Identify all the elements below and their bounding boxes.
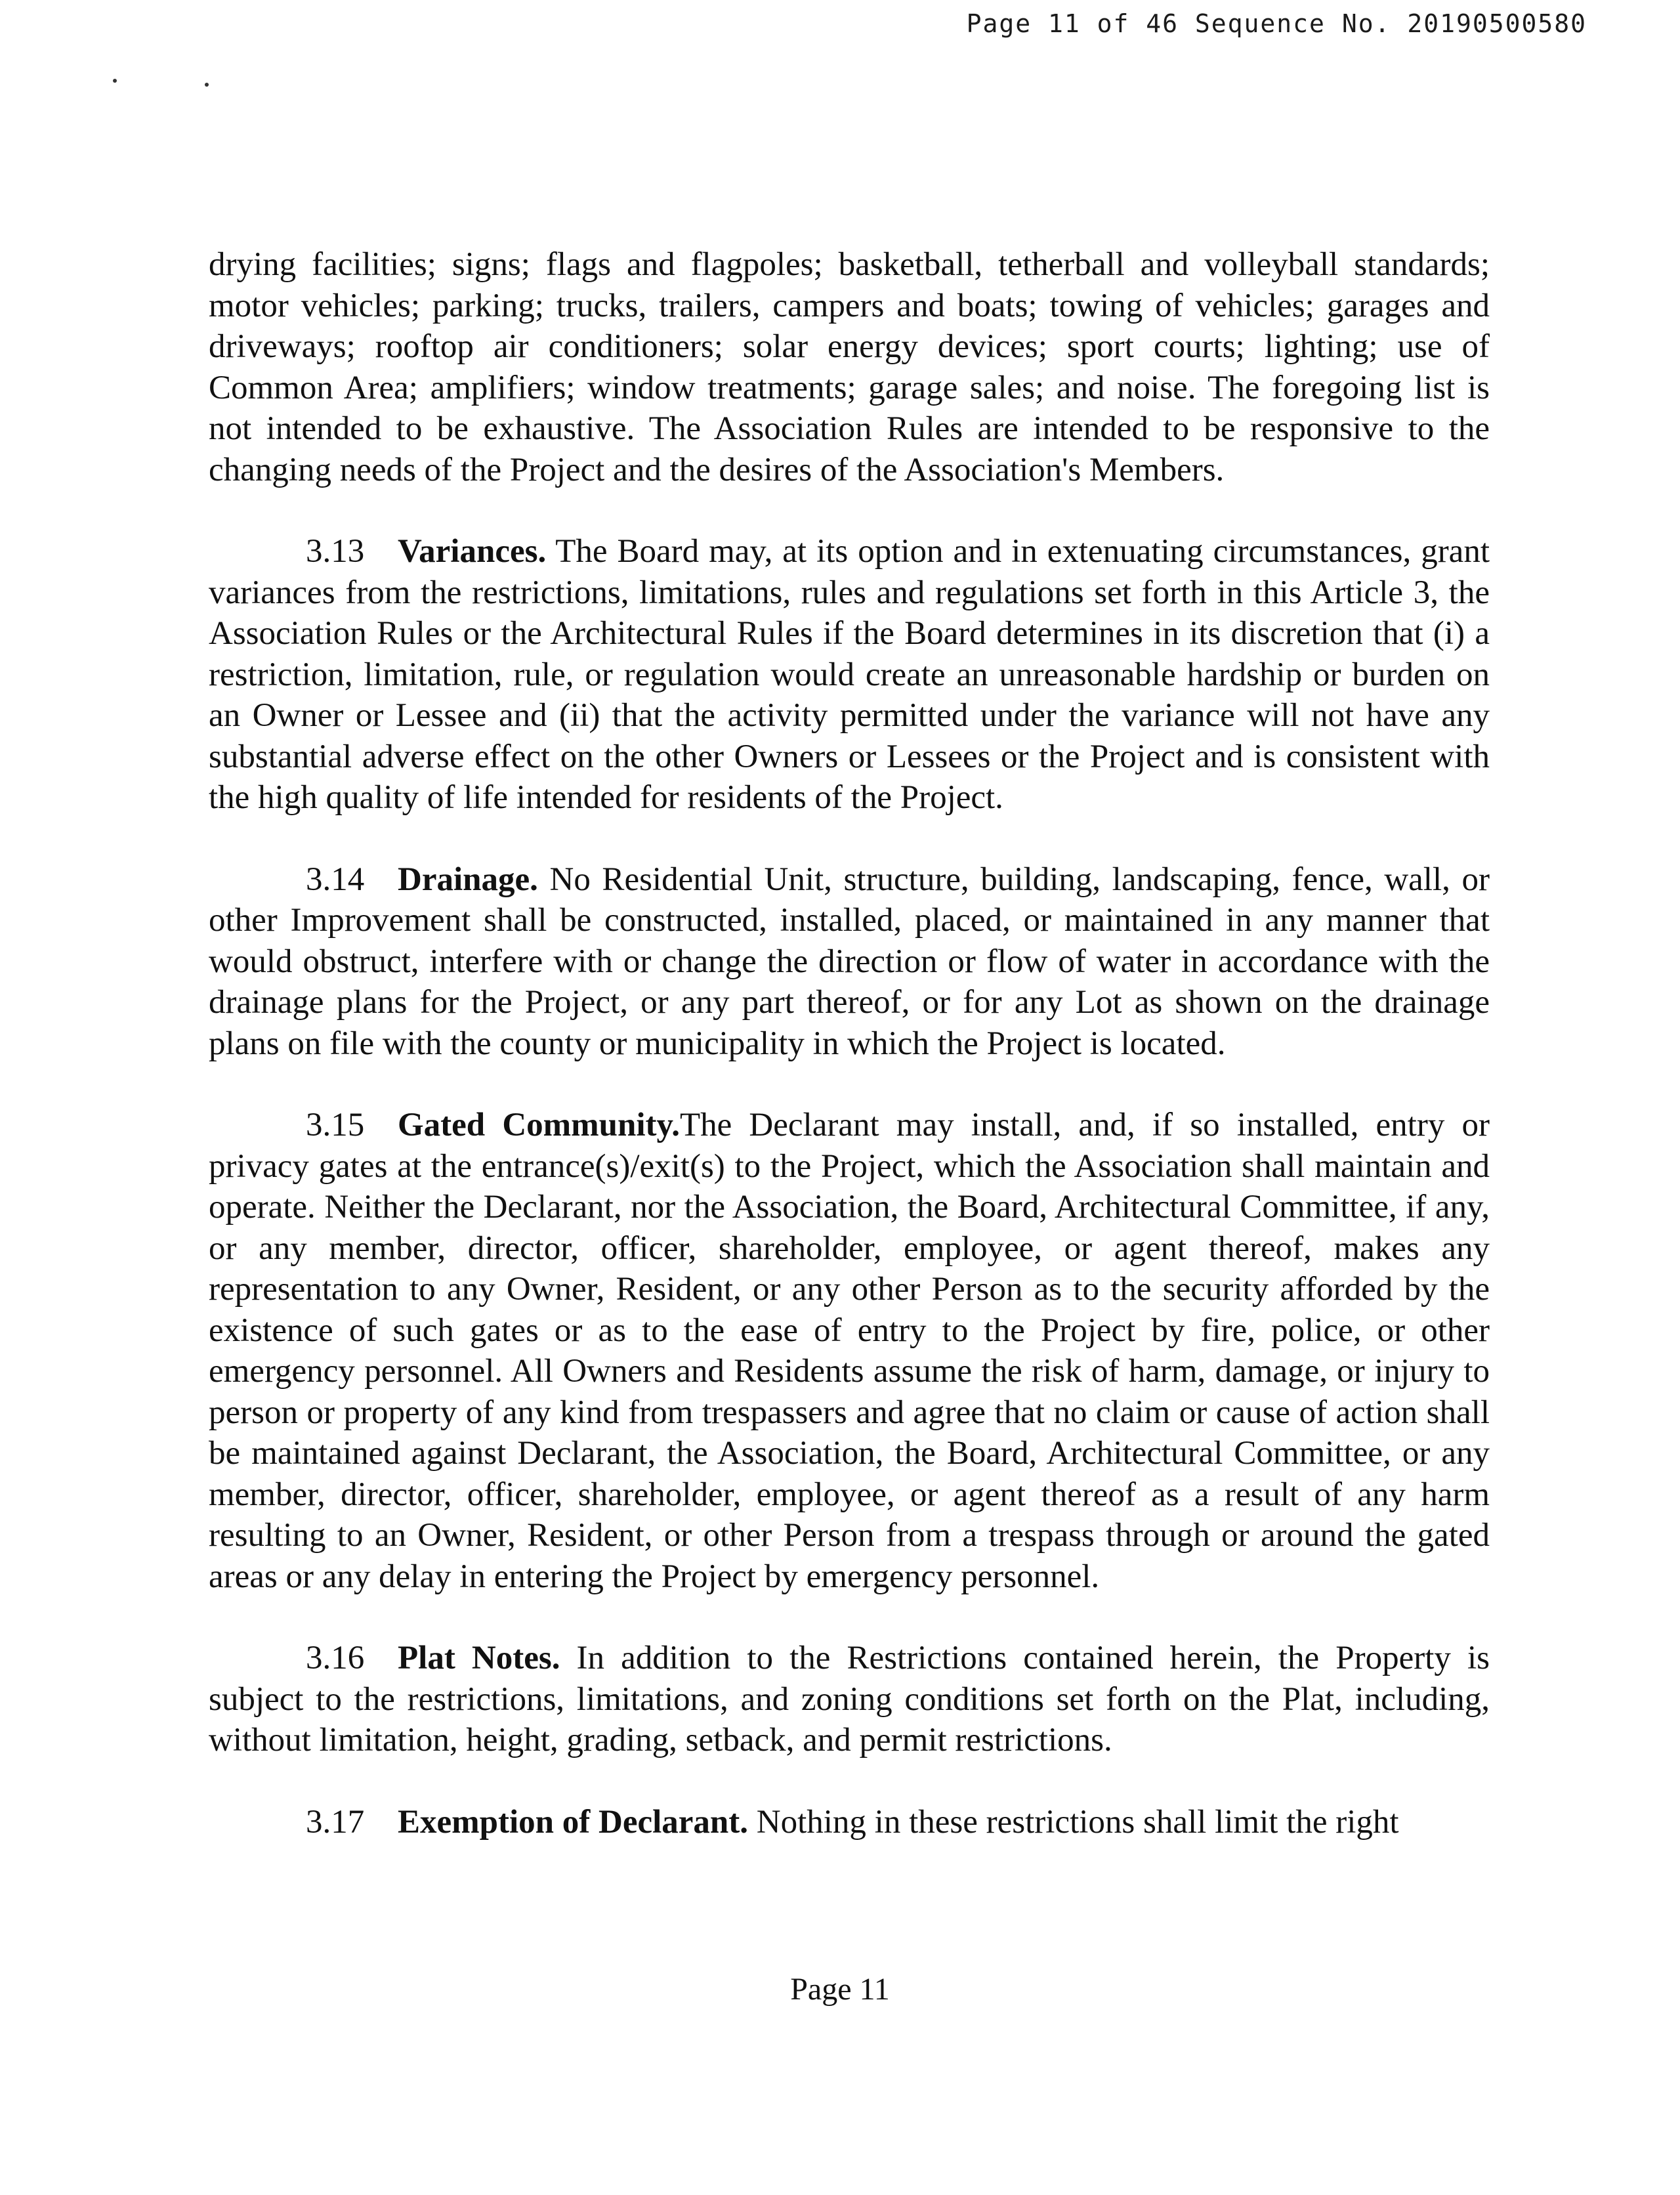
section-3-16 (209, 1638, 1490, 1761)
section-3-17 (209, 1802, 1490, 1843)
section-body: The Declarant may install, and, if so installed, entry or privacy gates at the entrance(s)/exit(s) to the Project, which the Association shall maintain and operate. Neither the Declarant, nor the Association, the Board, Architectural Committee, if any, or any member, director, officer, shareholder, employee, or agent thereof, makes any representation to any Owner, Resident, or any other Person as to the security afforded by the existence of such gates or as to the ease of entry to the Project by fire, police, or other emergency personnel. All Owners and Residents assume the risk of harm, damage, or injury to person or property of any kind from trespassers and agree that no claim or cause of action shall be maintained against Declarant, the Association, the Board, Architectural Committee, or any member, director, officer, shareholder, employee, or agent thereof as a result of any harm resulting to an Owner, Resident, or other Person from a trespass through or around the gated areas or any delay in entering the Project by emergency personnel. (209, 1107, 1490, 1595)
section-3-13 (209, 531, 1490, 819)
section-number: 3.15 (306, 1107, 365, 1143)
section-body: No Residential Unit, structure, building, landscaping, fence, wall, or other Improvement shall be constructed, installed, placed, or maintained in any manner that would obstruct, interfere with or change the direction or flow of water in accordance with the drainage plans for the Project, or any part thereof, or for any Lot as shown on the drainage plans on file with the county or municipality in which the Project is located. (209, 861, 1490, 1062)
section-heading: Plat Notes. (398, 1640, 560, 1676)
section-3-14 (209, 859, 1490, 1065)
intro-paragraph: drying facilities; signs; flags and flagpoles; basketball, tetherball and volleyball standards; motor vehicles; parking; trucks, trailers, campers and boats; towing of vehicles; garages and driveways; rooftop air conditioners; solar energy devices; sport courts; lighting; use of Common Area; amplifiers; window treatments; garage sales; and noise. The foregoing list is not intended to be exhaustive. The Association Rules are intended to be responsive to the changing needs of the Project and the desires of the Association's Members. (209, 246, 1490, 488)
page-header: Page 11 of 46 Sequence No. 20190500580 (966, 9, 1587, 38)
section-body: In addition to the Restrictions contained herein, the Property is subject to the restrictions, limitations, and zoning conditions set forth on the Plat, including, without limitation, height, grading, setback, and permit restrictions. (209, 1640, 1490, 1758)
section-number: 3.16 (306, 1640, 365, 1676)
section-body: Nothing in these restrictions shall limit the right (748, 1803, 1399, 1841)
scan-speck (113, 79, 117, 83)
section-heading: Drainage. (398, 861, 538, 898)
section-heading: Variances. (398, 533, 547, 570)
section-number: 3.17 (306, 1803, 365, 1841)
section-heading: Gated Community. (398, 1107, 680, 1143)
section-number: 3.13 (306, 533, 365, 570)
section-number: 3.14 (306, 861, 365, 898)
scan-speck (205, 83, 209, 87)
section-3-15 (209, 1105, 1490, 1597)
page-footer: Page 11 (790, 1972, 890, 2007)
document-body (209, 244, 1490, 1883)
section-heading: Exemption of Declarant. (398, 1803, 749, 1841)
section-body: The Board may, at its option and in extenuating circumstances, grant variances from the restrictions, limitations, rules and regulations set forth in this Article 3, the Association Rules or the Architectural Rules if the Board determines in its discretion that (i) a restriction, limitation, rule, or regulation would create an unreasonable hardship or burden on an Owner or Lessee and (ii) that the activity permitted under the variance will not have any substantial adverse effect on the other Owners or Lessees or the Project and is consistent with the high quality of life intended for residents of the Project. (209, 533, 1490, 816)
